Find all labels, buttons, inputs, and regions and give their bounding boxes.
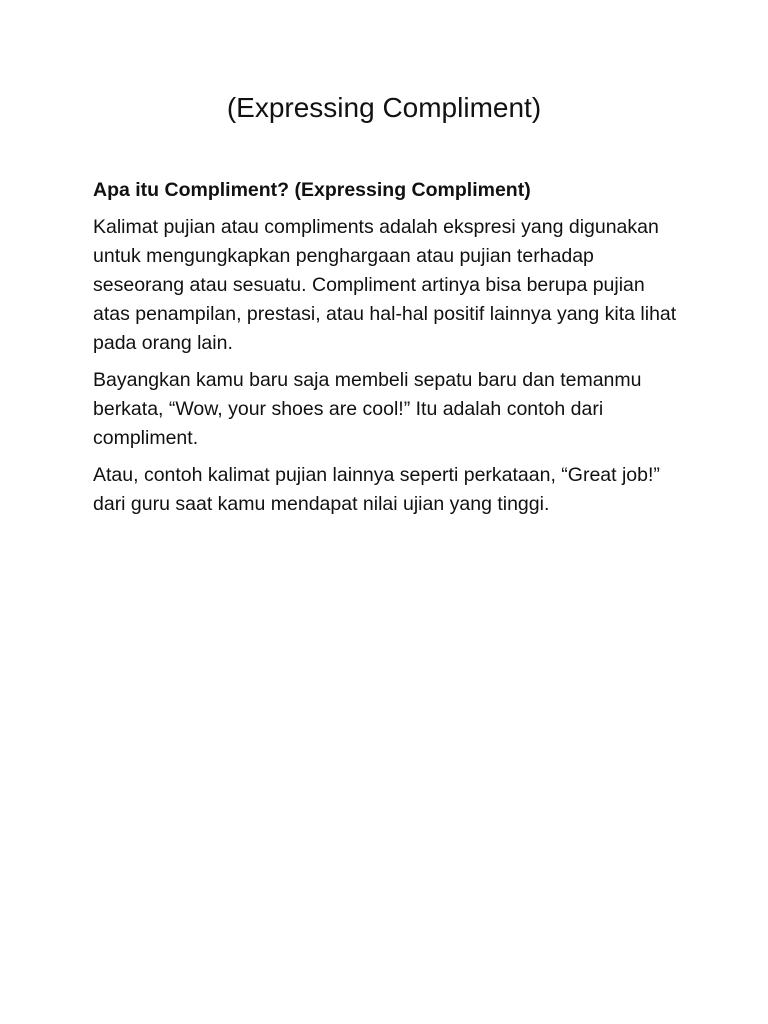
paragraph-definition: Kalimat pujian atau compliments adalah ekspresi yang digunakan untuk mengungkapkan penghargaan atau pujian terhadap seseorang atau sesuatu. Compliment artinya bisa berupa pujian atas penampilan, prestasi, atau hal-hal positif lainnya yang kita lihat pada orang lain.: [93, 216, 677, 354]
page-title: (Expressing Compliment): [226, 92, 542, 123]
paragraph-example-shoes: Bayangkan kamu baru saja membeli sepatu baru dan temanmu berkata, “Wow, your shoes are cool!” Itu adalah contoh dari compliment.: [93, 369, 642, 449]
paragraph-example-teacher: Atau, contoh kalimat pujian lainnya seperti perkataan, “Great job!” dari guru saat kamu mendapat nilai ujian yang tinggi.: [93, 464, 660, 515]
section-heading: Apa itu Compliment? (Expressing Compliment): [93, 179, 531, 201]
document-body: [93, 176, 683, 527]
